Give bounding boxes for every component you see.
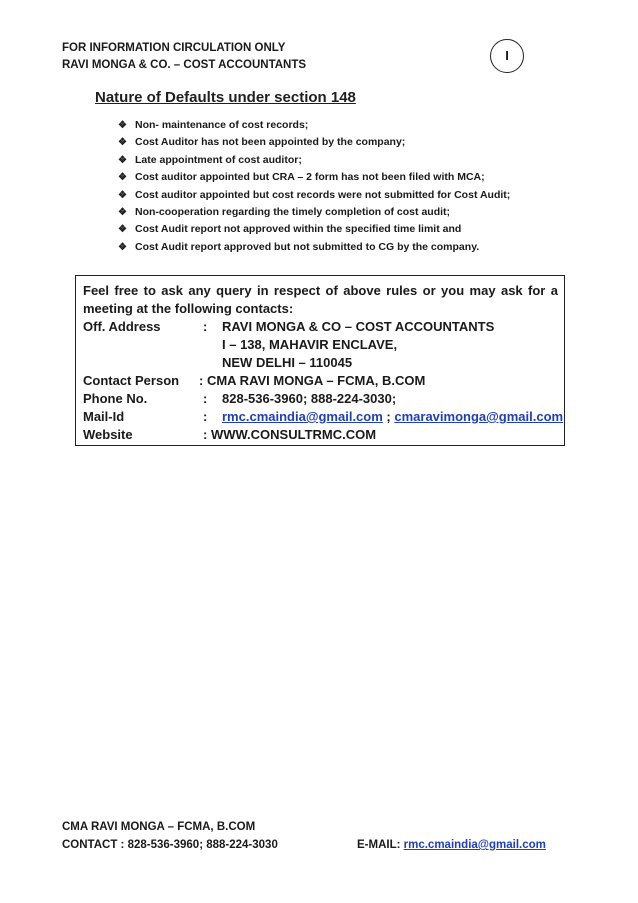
- footer-name: CMA RAVI MONGA – FCMA, B.COM: [62, 821, 256, 833]
- mail-row: [83, 408, 564, 426]
- list-item: ❖ Non- maintenance of cost records;: [118, 117, 510, 134]
- contact-box: [75, 275, 565, 446]
- address-separator: :: [203, 319, 208, 334]
- footer-email-label: E-MAIL:: [357, 839, 404, 851]
- diamond-bullet-icon: ❖: [118, 154, 127, 166]
- header-circulation-note: FOR INFORMATION CIRCULATION ONLY: [62, 42, 286, 54]
- mail-link-2[interactable]: cmaravimonga@gmail.com: [394, 409, 564, 424]
- website-row: [83, 426, 558, 444]
- contact-person-label: Contact Person: [83, 373, 180, 388]
- phone-value: 828-536-3960; 888-224-3030;: [222, 391, 397, 406]
- diamond-bullet-icon: ❖: [118, 189, 127, 201]
- page-marker-badge: I: [490, 39, 524, 73]
- list-item: ❖ Cost Audit report not approved within the specified time limit and: [118, 221, 510, 238]
- list-item: ❖ Late appointment of cost auditor;: [118, 152, 510, 169]
- address-line-3: NEW DELHI – 110045: [222, 355, 353, 370]
- list-item: ❖ Cost auditor appointed but CRA – 2 form has not been filed with MCA;: [118, 169, 510, 186]
- diamond-bullet-icon: ❖: [118, 172, 127, 184]
- address-line-1: RAVI MONGA & CO – COST ACCOUNTANTS: [222, 319, 495, 334]
- mail-label: Mail-Id: [83, 409, 125, 424]
- diamond-bullet-icon: ❖: [118, 224, 127, 236]
- website-label: Website: [83, 427, 133, 442]
- phone-label: Phone No.: [83, 391, 148, 406]
- page-footer: [62, 818, 278, 854]
- diamond-bullet-icon: ❖: [118, 137, 127, 149]
- address-label: Off. Address: [83, 319, 161, 334]
- list-item: ❖ Cost Auditor has not been appointed by the company;: [118, 134, 510, 151]
- contact-intro: Feel free to ask any query in respect of above rules or you may ask for a meeting at the following contacts:: [83, 283, 558, 316]
- diamond-bullet-icon: ❖: [118, 120, 127, 131]
- footer-contact: CONTACT : 828-536-3960; 888-224-3030: [62, 839, 278, 851]
- defaults-list: [118, 117, 510, 256]
- address-row-2: [83, 336, 558, 354]
- contact-person-row: [83, 372, 558, 390]
- footer-email: [357, 836, 546, 854]
- contact-person-value: : CMA RAVI MONGA – FCMA, B.COM: [199, 373, 426, 388]
- phone-separator: :: [203, 391, 208, 406]
- phone-row: [83, 390, 558, 408]
- address-row-3: [83, 354, 558, 372]
- address-row: [83, 318, 558, 336]
- diamond-bullet-icon: ❖: [118, 207, 127, 219]
- diamond-bullet-icon: ❖: [118, 241, 127, 253]
- website-value: : WWW.CONSULTRMC.COM: [203, 427, 377, 442]
- mail-join: ;: [382, 409, 395, 424]
- list-item: ❖ Non-cooperation regarding the timely completion of cost audit;: [118, 204, 510, 221]
- header-firm-name: RAVI MONGA & CO. – COST ACCOUNTANTS: [62, 59, 307, 71]
- footer-email-link[interactable]: rmc.cmaindia@gmail.com: [403, 839, 546, 851]
- section-title: Nature of Defaults under section 148: [95, 89, 356, 106]
- page-header: [62, 40, 306, 74]
- list-item: ❖ Cost Audit report approved but not submitted to CG by the company.: [118, 239, 510, 256]
- mail-separator: :: [203, 409, 208, 424]
- list-item: ❖ Cost auditor appointed but cost records were not submitted for Cost Audit;: [118, 187, 510, 204]
- address-line-2: I – 138, MAHAVIR ENCLAVE,: [222, 337, 398, 352]
- mail-link-1[interactable]: rmc.cmaindia@gmail.com: [222, 409, 383, 424]
